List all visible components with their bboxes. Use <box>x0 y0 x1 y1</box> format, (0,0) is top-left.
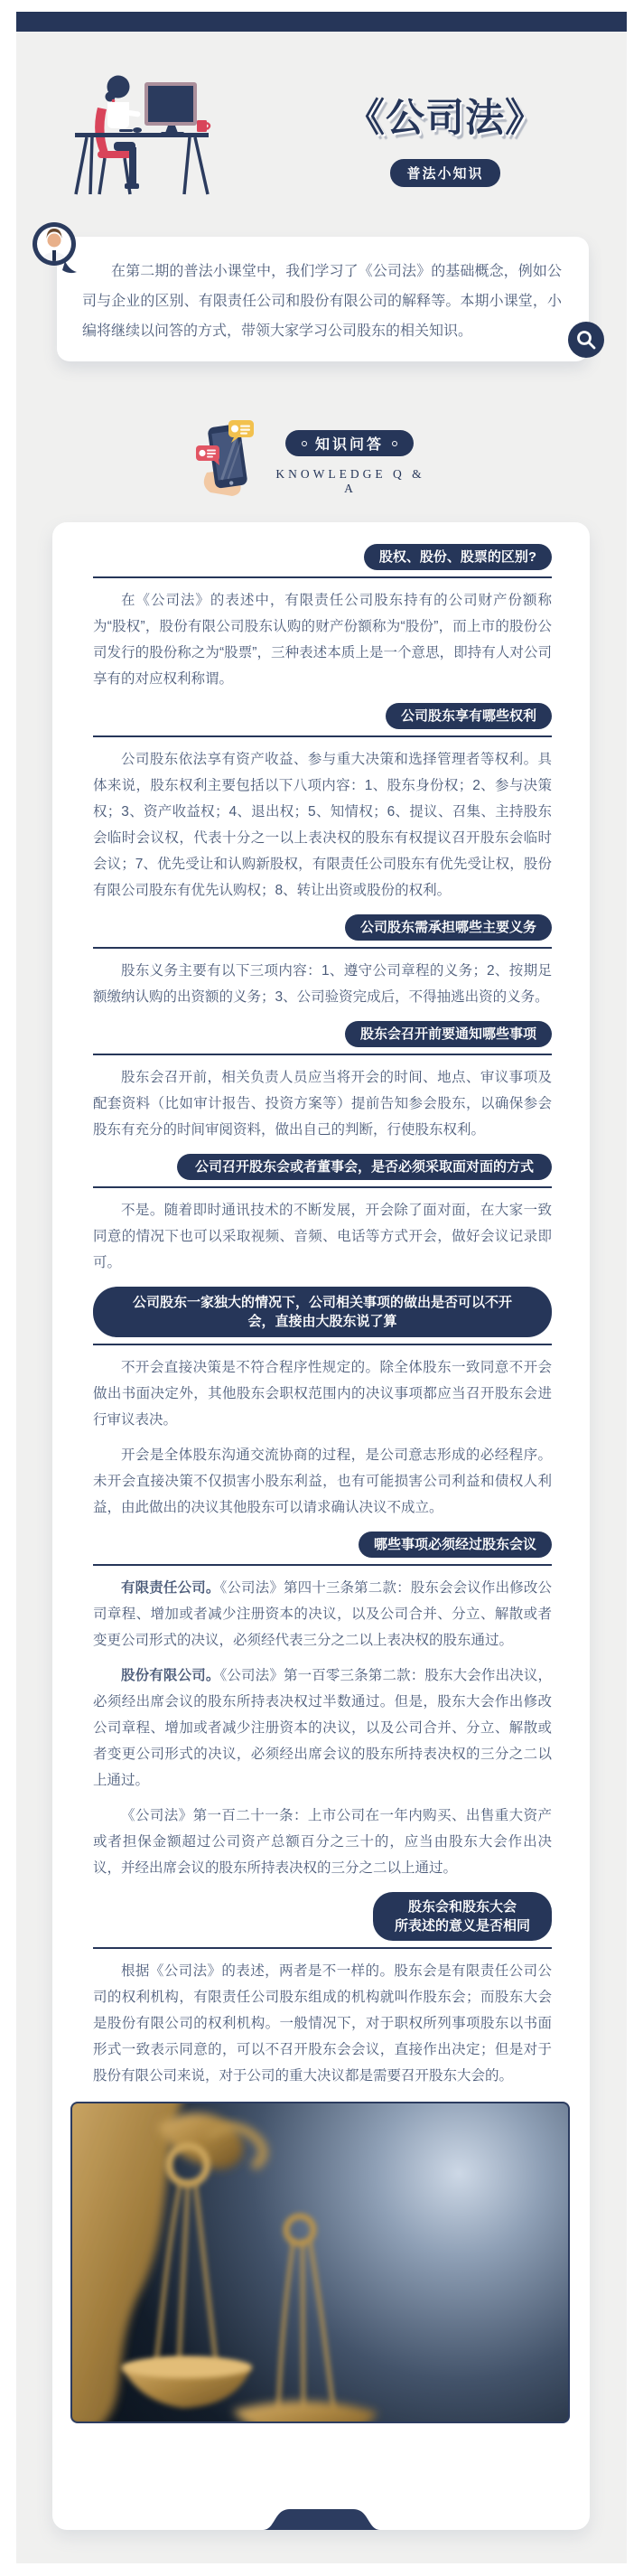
ring-dot-icon <box>392 441 397 446</box>
qa-section-label: 知识问答 <box>314 437 384 453</box>
question-badge-text: 股东会召开前要通知哪些事项 <box>359 1026 536 1042</box>
answer-paragraph <box>93 1958 552 2089</box>
answer-text: 公司股东依法享有资产收益、参与重大决策和选择管理者等权利。具体来说，股东权利主要包括以下八项内容：1、股东身份权；2、参与决策权；3、资产收益权；4、退出权；5、知情权；6、提议、召集、主持股东会临时会议权，代表十分之一以上表决权的股东有权提议召开股东会临时会议；7、优先受让和认购新股权，有限责任公司股东有优先受让权，股份有限公司股东有优先认购权；8、转让出资或股份的权利。 <box>93 752 552 898</box>
answer-text: 根据《公司法》的表述，两者是不一样的。股东会是有限责任公司公司的权利机构，有限责任公司股东组成的机构就叫作股东会；而股东大会是股份有限公司的权利机构。一般情况下，对于职权所列事项股东以书面形式一致表示同意的，可以不召开股东会会议，直接作出决定；但是对于股份有限公司来说，对于公司的重大决议都是需要召开股东大会的。 <box>93 1963 552 2084</box>
question-badge-text: 股权、股份、股票的区别? <box>378 549 536 565</box>
top-accent-bar <box>16 12 627 32</box>
article-body <box>16 12 627 2563</box>
qa-section <box>93 1287 552 1521</box>
divider-line <box>93 1054 552 1055</box>
page-title: 《公司法》 <box>346 97 545 140</box>
divider-line <box>93 1344 552 1345</box>
qa-section <box>93 544 552 692</box>
question-badge <box>373 1892 552 1941</box>
qa-card <box>52 522 590 2530</box>
header-title-block <box>294 88 596 187</box>
person-avatar-icon <box>31 220 79 278</box>
answer-paragraph <box>93 1442 552 1521</box>
divider-line <box>93 1186 552 1188</box>
answer-text: 《公司法》第一百零三条第二款：股东大会作出决议，必须经出席会议的股东所持表决权过半数通过。但是，股东大会作出修改公司章程、增加或者减少注册资本的决议，以及公司合并、分立、解散或者变更公司形式的决议，必须经出席会议的股东所持表决权的三分之二以上通过。 <box>93 1668 552 1788</box>
question-badge-text: 公司股东需承担哪些主要义务 <box>359 920 536 935</box>
divider-line <box>93 947 552 949</box>
answer-paragraph <box>93 1663 552 1794</box>
qa-section <box>93 1154 552 1276</box>
answer-lead: 有限责任公司。 <box>121 1580 220 1596</box>
qa-section-badge <box>285 430 414 456</box>
question-badge <box>364 544 552 570</box>
question-badge-text: 公司股东一家独大的情况下，公司相关事项的做出是否可以不开会，直接由大股东说了算 <box>132 1295 512 1329</box>
answer-paragraph <box>93 587 552 692</box>
scales-of-justice-photo <box>70 2102 570 2423</box>
answer-paragraph <box>93 1575 552 1653</box>
search-icon <box>568 322 604 358</box>
qa-section <box>93 1021 552 1143</box>
answer-text: 股东义务主要有以下三项内容：1、遵守公司章程的义务；2、按期足额缴纳认购的出资额的义务；3、公司验资完成后，不得抽逃出资的义务。 <box>93 963 552 1005</box>
answer-paragraph <box>93 1064 552 1143</box>
intro-text: 在第二期的普法小课堂中，我们学习了《公司法》的基础概念，例如公司与企业的区别、有限责任公司和股份有限公司的解释等。本期小课堂，小编将继续以问答的方式，带领大家学习公司股东的相关知识。 <box>82 264 562 339</box>
answer-paragraph <box>93 958 552 1010</box>
divider-line <box>93 576 552 578</box>
question-badge <box>345 914 552 941</box>
answer-paragraph <box>93 746 552 904</box>
answer-text: 不是。随着即时通讯技术的不断发展，开会除了面对面，在大家一致同意的情况下也可以采取视频、音频、电话等方式开会，做好会议记录即可。 <box>93 1203 552 1270</box>
answer-paragraph <box>93 1803 552 1881</box>
qa-section <box>93 914 552 1010</box>
answer-text: 在《公司法》的表述中，有限责任公司股东持有的公司财产份额称为“股权”，股份有限公司股东认购的财产份额称为“股份”，而上市的股份公司发行的股份称之为“股票”，三种表述本质上是一个意思，即持有人对公司享有的对应权利称谓。 <box>93 593 552 687</box>
person-at-desk-illustration <box>70 71 213 196</box>
answer-text: 《公司法》第四十三条第二款：股东会会议作出修改公司章程、增加或者减少注册资本的决议，以及公司合并、分立、解散或者变更公司形式的决议，必须经代表三分之二以上表决权的股东通过。 <box>93 1580 552 1648</box>
answer-text: 不开会直接决策是不符合程序性规定的。除全体股东一致同意不开会做出书面决定外，其他股东会职权范围内的决议事项都应当召开股东会进行审议表决。 <box>93 1360 552 1428</box>
divider-line <box>93 1947 552 1949</box>
narrator-avatar-icon <box>31 220 79 278</box>
answer-paragraph <box>93 1197 552 1276</box>
question-badge-text: 公司股东享有哪些权利 <box>400 708 536 724</box>
qa-section <box>93 703 552 904</box>
ring-dot-icon <box>302 441 307 446</box>
answer-text: 开会是全体股东沟通交流协商的过程，是公司意志形成的必经程序。未开会直接决策不仅损害小股东利益，也有可能损害公司利益和债权人利益，由此做出的决议其他股东可以请求确认决议不成立。 <box>93 1447 552 1515</box>
answer-lead: 股份有限公司。 <box>121 1668 220 1683</box>
card-footer-tab <box>263 2509 380 2530</box>
question-badge <box>93 1287 552 1337</box>
answer-paragraph <box>93 1354 552 1433</box>
question-badge <box>177 1154 552 1180</box>
qa-section-subtitle: KNOWLEDGE Q & A <box>275 467 425 495</box>
divider-line <box>93 735 552 737</box>
header-badge: 普法小知识 <box>390 159 499 187</box>
question-badge <box>386 703 552 729</box>
question-badge-text: 股东会和股东大会 <box>407 1899 517 1915</box>
question-badge-text-line2: 所表述的意义是否相同 <box>394 1918 530 1934</box>
answer-text: 股东会召开前，相关负责人员应当将开会的时间、地点、审议事项及配套资料（比如审计报告、投资方案等）提前告知参会股东，以确保参会股东有充分的时间审阅资料，做出自己的判断，行使股东权利。 <box>93 1070 552 1138</box>
question-badge <box>345 1021 552 1047</box>
question-badge-text: 哪些事项必须经过股东会议 <box>373 1537 536 1552</box>
question-badge-text: 公司召开股东会或者董事会，是否必须采取面对面的方式 <box>194 1159 534 1175</box>
answer-text: 《公司法》第一百二十一条：上市公司在一年内购买、出售重大资产或者担保金额超过公司资产总额百分之三十的，应当由股东大会作出决议，并经出席会议的股东所持表决权的三分之二以上通过。 <box>93 1808 552 1876</box>
question-badge <box>359 1532 552 1558</box>
divider-line <box>93 1564 552 1566</box>
phone-chat-icon <box>196 420 256 498</box>
qa-section <box>93 1892 552 2089</box>
intro-speech-bubble <box>57 237 589 361</box>
desk-computer-icon <box>70 71 213 196</box>
qa-section <box>93 1532 552 1881</box>
knowledge-qa-header <box>16 418 627 509</box>
